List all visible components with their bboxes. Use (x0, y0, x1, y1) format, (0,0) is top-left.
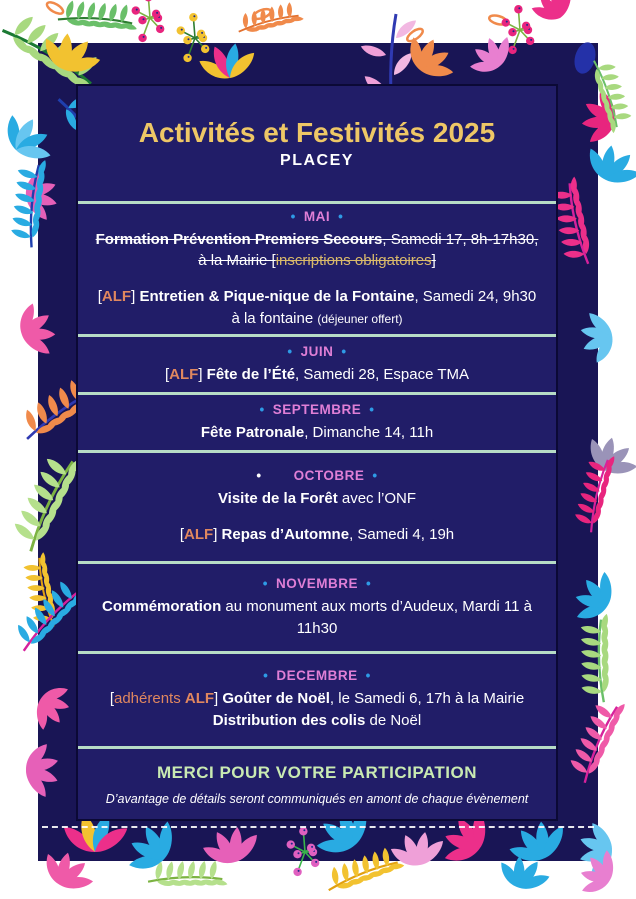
title-block (78, 86, 556, 201)
event-fete-ete (165, 364, 469, 386)
event-formation-premiers-secours (92, 229, 542, 273)
event-commemoration (92, 596, 542, 640)
bullet-icon: • (366, 575, 372, 591)
section-septembre (78, 392, 556, 450)
bullet-icon: • (262, 575, 268, 591)
bracket: ] (198, 365, 207, 383)
bracket: [ (97, 288, 102, 305)
month-header-octobre (256, 468, 377, 483)
section-decembre (78, 651, 556, 746)
section-juin (78, 334, 556, 393)
event-name: Entretien & Pique-nique de la Fontaine (139, 288, 415, 305)
event-details: , Samedi 4, 19h (349, 526, 455, 544)
bullet-icon: • (369, 401, 375, 417)
month-label: SEPTEMBRE (272, 401, 362, 417)
event-details: , Samedi 28, Espace TMA (295, 365, 470, 383)
footer-note: D’avantage de détails seront communiqués en amont de chaque évènement (105, 791, 529, 806)
bracket: ] (214, 690, 223, 708)
event-name: Fête Patronale (200, 423, 305, 441)
poster-panel (76, 84, 558, 821)
section-novembre (78, 561, 556, 651)
event-entretien-fontaine (92, 286, 542, 330)
event-details: avec l’ONF (337, 490, 417, 508)
event-distribution-colis (213, 710, 421, 732)
event-name: Visite de la Forêt (217, 490, 338, 508)
event-details: , Samedi 17, 8h-17h30, à la Mairie [ (198, 230, 539, 270)
alf-tag: ALF (184, 690, 215, 708)
month-header-juin (287, 344, 346, 359)
poster-title: Activités et Festivités 2025 (138, 117, 496, 149)
event-highlight: inscriptions obligatoires (275, 252, 432, 270)
month-label: JUIN (300, 343, 334, 359)
bullet-icon: • (259, 401, 265, 417)
event-name: Repas d’Automne (221, 526, 350, 544)
bracket: ] (431, 252, 436, 270)
month-label: DECEMBRE (276, 668, 358, 684)
alf-tag: ALF (101, 288, 132, 305)
bracket: ] (213, 526, 222, 544)
bullet-icon: • (338, 208, 344, 224)
bullet-icon: • (263, 668, 269, 684)
event-note: (déjeuner offert) (317, 311, 403, 326)
bullet-icon: • (256, 468, 262, 484)
section-mai (78, 201, 556, 333)
event-details: , Samedi 24, 9h30 à la fontaine (231, 288, 537, 327)
thanks-message: MERCI POUR VOTRE PARTICIPATION (156, 762, 478, 782)
event-repas-automne (180, 524, 454, 546)
event-visite-foret (218, 488, 416, 510)
month-header-novembre (263, 576, 371, 591)
event-name: Goûter de Noël (222, 690, 330, 708)
bracket: [ (179, 526, 185, 544)
event-name: Commémoration (102, 597, 222, 615)
event-name: Fête de l’Été (206, 365, 296, 383)
footer-block (78, 746, 556, 819)
bullet-icon: • (287, 343, 293, 359)
adherents-label: adhérents (113, 690, 185, 708)
month-label: MAI (303, 208, 331, 224)
event-details: , Dimanche 14, 11h (304, 423, 434, 441)
bullet-icon: • (290, 208, 296, 224)
bracket: ] (131, 288, 140, 305)
month-header-septembre (260, 402, 375, 417)
month-label: NOVEMBRE (275, 575, 358, 591)
section-octobre (78, 450, 556, 561)
event-details: de Noël (365, 712, 422, 730)
month-label: OCTOBRE (293, 468, 365, 484)
bullet-icon: • (365, 668, 371, 684)
dashed-divider (42, 826, 594, 828)
month-header-decembre (263, 668, 371, 683)
bracket: [ (109, 690, 114, 708)
bracket: [ (164, 365, 170, 383)
month-header-mai (291, 209, 344, 224)
event-name: Distribution des colis (212, 712, 366, 730)
event-fete-patronale (201, 422, 433, 444)
bullet-icon: • (341, 343, 347, 359)
event-details: au monument aux morts d’Audeux, Mardi 11 à 11h30 (221, 597, 532, 637)
poster-subtitle: PLACEY (280, 152, 354, 170)
alf-tag: ALF (184, 526, 214, 544)
event-details: , le Samedi 6, 17h à la Mairie (329, 690, 525, 708)
event-gouter-noel (110, 688, 524, 710)
event-name: Formation Prévention Premiers Secours (95, 230, 383, 248)
alf-tag: ALF (169, 365, 199, 383)
bullet-icon: • (372, 468, 378, 484)
